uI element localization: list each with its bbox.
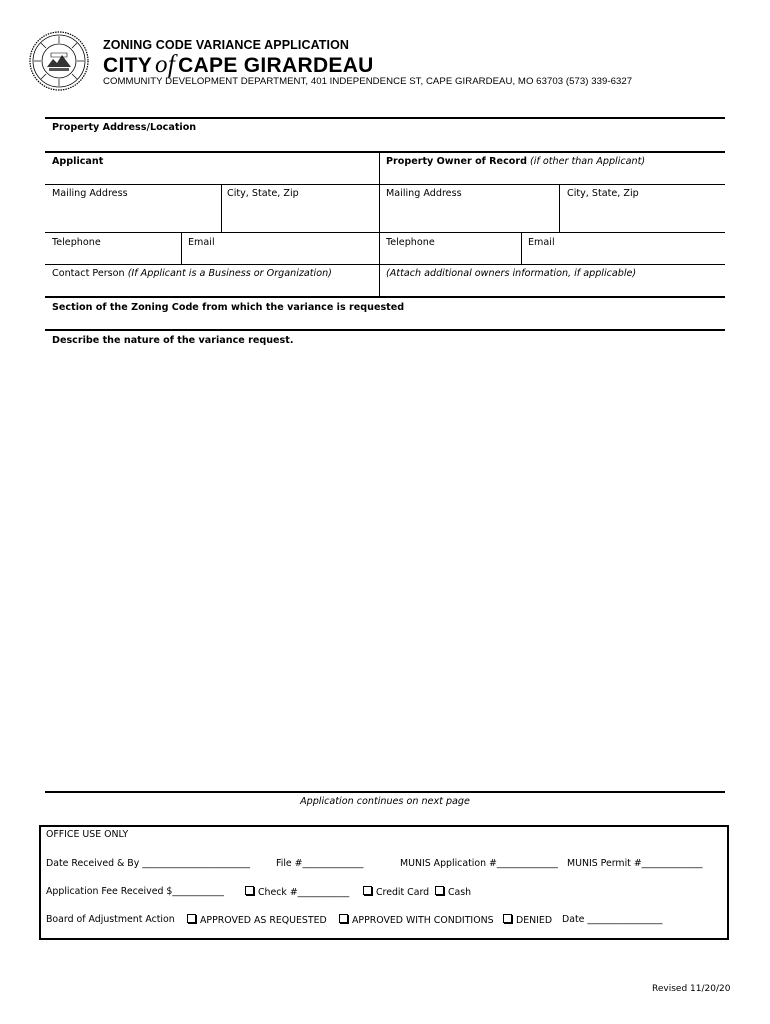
contact-note: (If Applicant is a Business or Organization) [127, 268, 332, 279]
checkbox-icon[interactable] [187, 914, 196, 923]
contact-person-field[interactable] [52, 268, 332, 279]
city-proper-name: CAPE GIRARDEAU [178, 54, 374, 77]
checkbox-icon[interactable] [435, 886, 444, 895]
approved-label: APPROVED AS REQUESTED [200, 915, 327, 926]
office-use-title: OFFICE USE ONLY [46, 829, 129, 840]
checkbox-icon[interactable] [339, 914, 348, 923]
divider [45, 296, 725, 298]
owner-city-field[interactable]: City, State, Zip [567, 188, 639, 199]
description-bottom-border [45, 791, 725, 793]
applicant-mailing-field[interactable]: Mailing Address [52, 188, 128, 199]
continues-note: Application continues on next page [300, 796, 470, 807]
owner-phone-field[interactable]: Telephone [386, 237, 435, 248]
checkbox-icon[interactable] [245, 886, 254, 895]
contact-label: Contact Person [52, 268, 125, 279]
zoning-code-section-field[interactable]: Section of the Zoning Code from which the variance is requested [52, 302, 405, 313]
check-option[interactable] [245, 886, 349, 898]
owner-email-field[interactable]: Email [528, 237, 555, 248]
divider [45, 232, 725, 233]
checkbox-icon[interactable] [503, 914, 512, 923]
applicant-city-field[interactable]: City, State, Zip [227, 188, 299, 199]
city-prefix: CITY [103, 54, 153, 77]
munis-permit-field[interactable]: MUNIS Permit #_____________ [567, 858, 703, 869]
approved-conditions-label: APPROVED WITH CONDITIONS [352, 915, 494, 926]
owner-note: (if other than Applicant) [530, 156, 646, 167]
approved-option[interactable] [187, 914, 327, 926]
department-address: COMMUNITY DEVELOPMENT DEPARTMENT, 401 INDEPENDENCE ST, CAPE GIRARDEAU, MO 63703 (573) 339-6327 [103, 76, 633, 87]
owner-attach-note: (Attach additional owners information, if applicable) [386, 268, 637, 279]
city-seal-logo [29, 31, 89, 91]
applicant-phone-field[interactable]: Telephone [52, 237, 101, 248]
owner-label: Property Owner of Record [386, 156, 527, 167]
fee-received-field[interactable]: Application Fee Received $___________ [46, 886, 224, 897]
owner-of-record-field[interactable] [386, 156, 645, 167]
column-divider [521, 233, 522, 264]
column-divider [221, 185, 222, 232]
denied-option[interactable] [503, 914, 552, 926]
approved-conditions-option[interactable] [339, 914, 494, 926]
applicant-email-field[interactable]: Email [188, 237, 215, 248]
credit-card-label: Credit Card [376, 887, 430, 898]
action-date-field[interactable]: Date ________________ [562, 914, 663, 925]
divider [45, 264, 725, 265]
cash-label: Cash [448, 887, 472, 898]
divider [45, 184, 725, 185]
divider [45, 151, 725, 153]
file-number-field[interactable]: File #_____________ [276, 858, 364, 869]
revised-date: Revised 11/20/20 [652, 984, 731, 994]
cash-option[interactable] [435, 886, 471, 898]
column-divider [379, 152, 380, 296]
checkbox-icon[interactable] [363, 886, 372, 895]
divider [45, 329, 725, 331]
office-use-box [39, 825, 729, 940]
column-divider [181, 233, 182, 264]
city-of: of [155, 51, 176, 78]
form-title: ZONING CODE VARIANCE APPLICATION [103, 38, 350, 52]
variance-description-field[interactable]: Describe the nature of the variance request. [52, 335, 294, 346]
form-top-border [45, 117, 725, 119]
check-label: Check #___________ [258, 887, 350, 898]
property-address-field[interactable]: Property Address/Location [52, 122, 197, 133]
denied-label: DENIED [516, 915, 553, 926]
board-action-label: Board of Adjustment Action [46, 914, 175, 925]
munis-application-field[interactable]: MUNIS Application #_____________ [400, 858, 558, 869]
city-name [103, 51, 374, 79]
owner-mailing-field[interactable]: Mailing Address [386, 188, 462, 199]
credit-card-option[interactable] [363, 886, 429, 898]
column-divider [559, 185, 560, 232]
date-received-field[interactable]: Date Received & By _______________________ [46, 858, 251, 869]
applicant-field[interactable]: Applicant [52, 156, 104, 167]
